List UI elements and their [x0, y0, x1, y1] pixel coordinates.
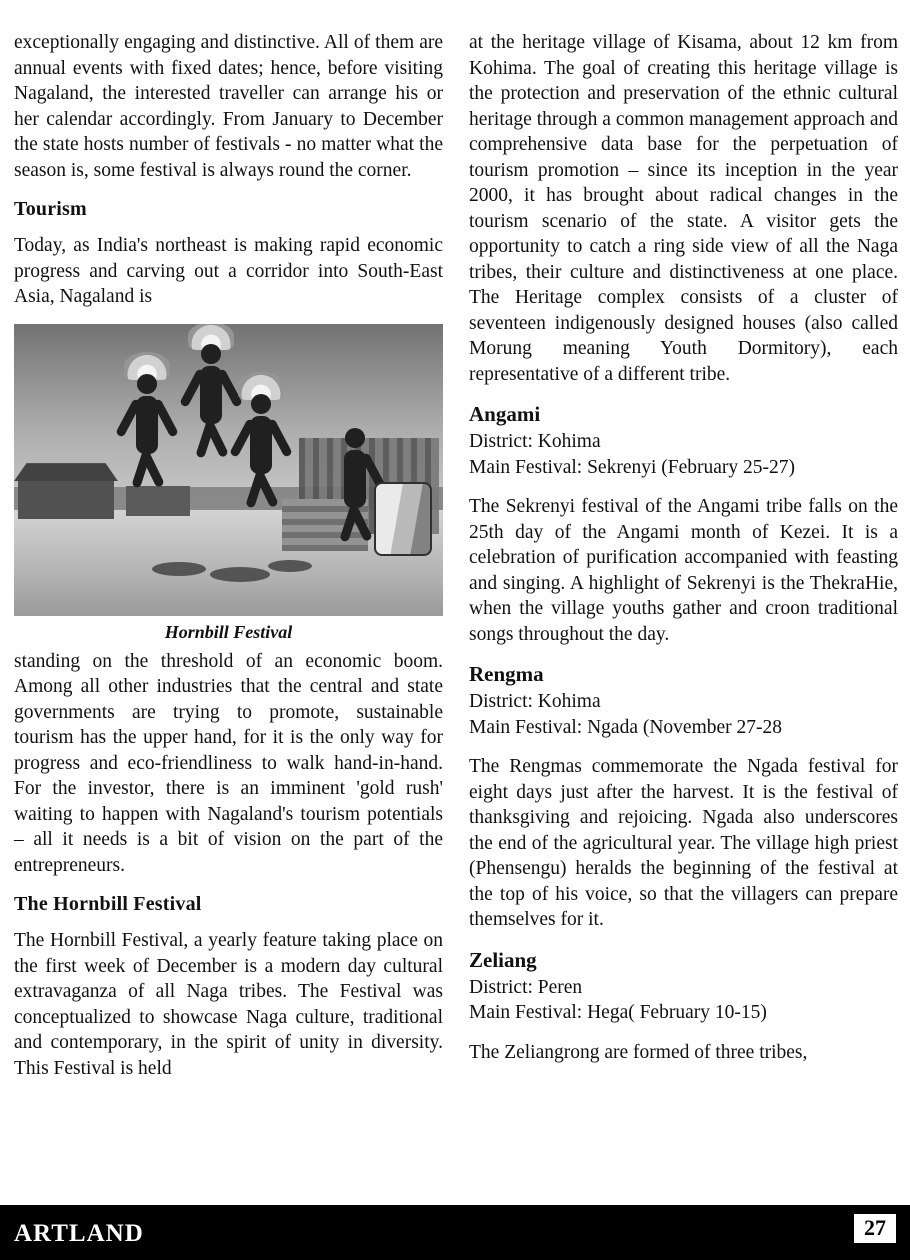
intro-paragraph: exceptionally engaging and distinctive. All of them are annual events with fixed dates; hence, before visiting Nagaland, the interested traveller can arrange his or her calendar accordingly. From January to December the state hosts number of festivals - no matter what the season is, some festival is always round the corner. [14, 32, 443, 181]
photo-dancer [250, 416, 272, 474]
heading-tourism: Tourism [14, 198, 87, 220]
tribe-festival-zeliang: Main Festival: Hega( February 10-15) [469, 1002, 767, 1023]
continuation-paragraph: at the heritage village of Kisama, about 12 km from Kohima. The goal of creating this heritage village is the protection and preservation of the ethnic cultural heritage through a common management approach and comprehensive data base for the perpetuation of tourism promotion – since its inception in the year 2000, it has brought about radical changes in the tourism scenario of the state. A visitor gets the opportunity to catch a ring side view of all the Naga tribes, their culture and distinctiveness at one place. The Heritage complex consists of a cluster of seventeen indigenously designed houses (also called Morung meaning Youth Dormitory), each representative of a different tribe. [469, 32, 898, 385]
tourism-paragraph-2: standing on the threshold of an economic boom. Among all other industries that the central and state governments are trying to promote, sustainable tourism has the upper hand, for it is the only way for progress and eco-friendliness to walk hand-in-hand. For the investor, there is an imminent 'gold rush' waiting to happen with Nagaland's tourism potentials – all it needs is a bit of vision on the part of the entrepreneurs. [14, 650, 443, 876]
tribe-festival-rengma: Main Festival: Ngada (November 27-28 [469, 716, 783, 738]
tribe-district-angami: District: Kohima [469, 431, 601, 452]
tribe-description-zeliang: The Zeliangrong are formed of three tribes, [469, 1041, 808, 1063]
tribe-festival-angami: Main Festival: Sekrenyi (February 25-27) [469, 456, 796, 478]
tribe-meta-rengma [469, 689, 898, 740]
tribe-district-rengma: District: Kohima [469, 691, 601, 712]
tribe-heading-angami: Angami [469, 402, 541, 426]
figure-caption: Hornbill Festival [164, 621, 293, 642]
hornbill-festival-figure [14, 324, 443, 647]
photo-drum [374, 482, 432, 556]
hornbill-paragraph: The Hornbill Festival, a yearly feature taking place on the first week of December is a modern day cultural extravaganza of all Naga tribes. The Festival was conceptualized to showcase Naga culture, traditional and contemporary, in the spirit of unity in diversity. This Festival is held [14, 930, 443, 1079]
tribe-district-zeliang: District: Peren [469, 976, 583, 998]
page-footer [0, 1208, 910, 1260]
photo-dancer [136, 396, 158, 454]
footer-brand: ARTLAND [14, 1220, 144, 1247]
tribe-heading-zeliang: Zeliang [469, 947, 537, 972]
hornbill-festival-photo [14, 324, 443, 616]
heading-hornbill-festival: The Hornbill Festival [14, 893, 202, 915]
tourism-paragraph-1: Today, as India's northeast is making rapid economic progress and carving out a corridor into South-East Asia, Nagaland is [14, 235, 443, 307]
page-content [14, 30, 898, 1210]
photo-shadow [152, 562, 206, 576]
tribe-meta-zeliang [469, 975, 898, 1026]
photo-hut [126, 486, 190, 516]
photo-hut [18, 479, 114, 519]
tribe-heading-rengma: Rengma [469, 662, 544, 686]
tribe-description-rengma: The Rengmas commemorate the Ngada festival for eight days just after the harvest. It is the festival of thanksgiving and rejoicing. Ngada also underscores the end of the agricultural year. The village high priest (Phensengu) heralds the beginning of the festival at the top of his voice, so that the villagers can prepare themselves for it. [469, 756, 898, 930]
photo-shadow [268, 560, 312, 572]
photo-dancer-head [137, 374, 157, 394]
page-number: 27 [854, 1214, 896, 1243]
tribe-meta-angami [469, 429, 898, 480]
photo-dancer-head [251, 394, 271, 414]
tribe-description-angami: The Sekrenyi festival of the Angami tribe falls on the 25th day of the Angami month of Kezei. It is a celebration of purification accompanied with feasting and singing. A highlight of Sekrenyi is the ThekraHie, when the village youths gather and croon traditional songs throughout the day. [469, 496, 898, 645]
photo-dancer-head [201, 344, 221, 364]
photo-shadow [210, 567, 270, 582]
photo-drummer [344, 450, 366, 508]
left-column [14, 30, 443, 1210]
photo-drummer-head [345, 428, 365, 448]
photo-dancer [200, 366, 222, 424]
right-column [469, 30, 898, 1210]
